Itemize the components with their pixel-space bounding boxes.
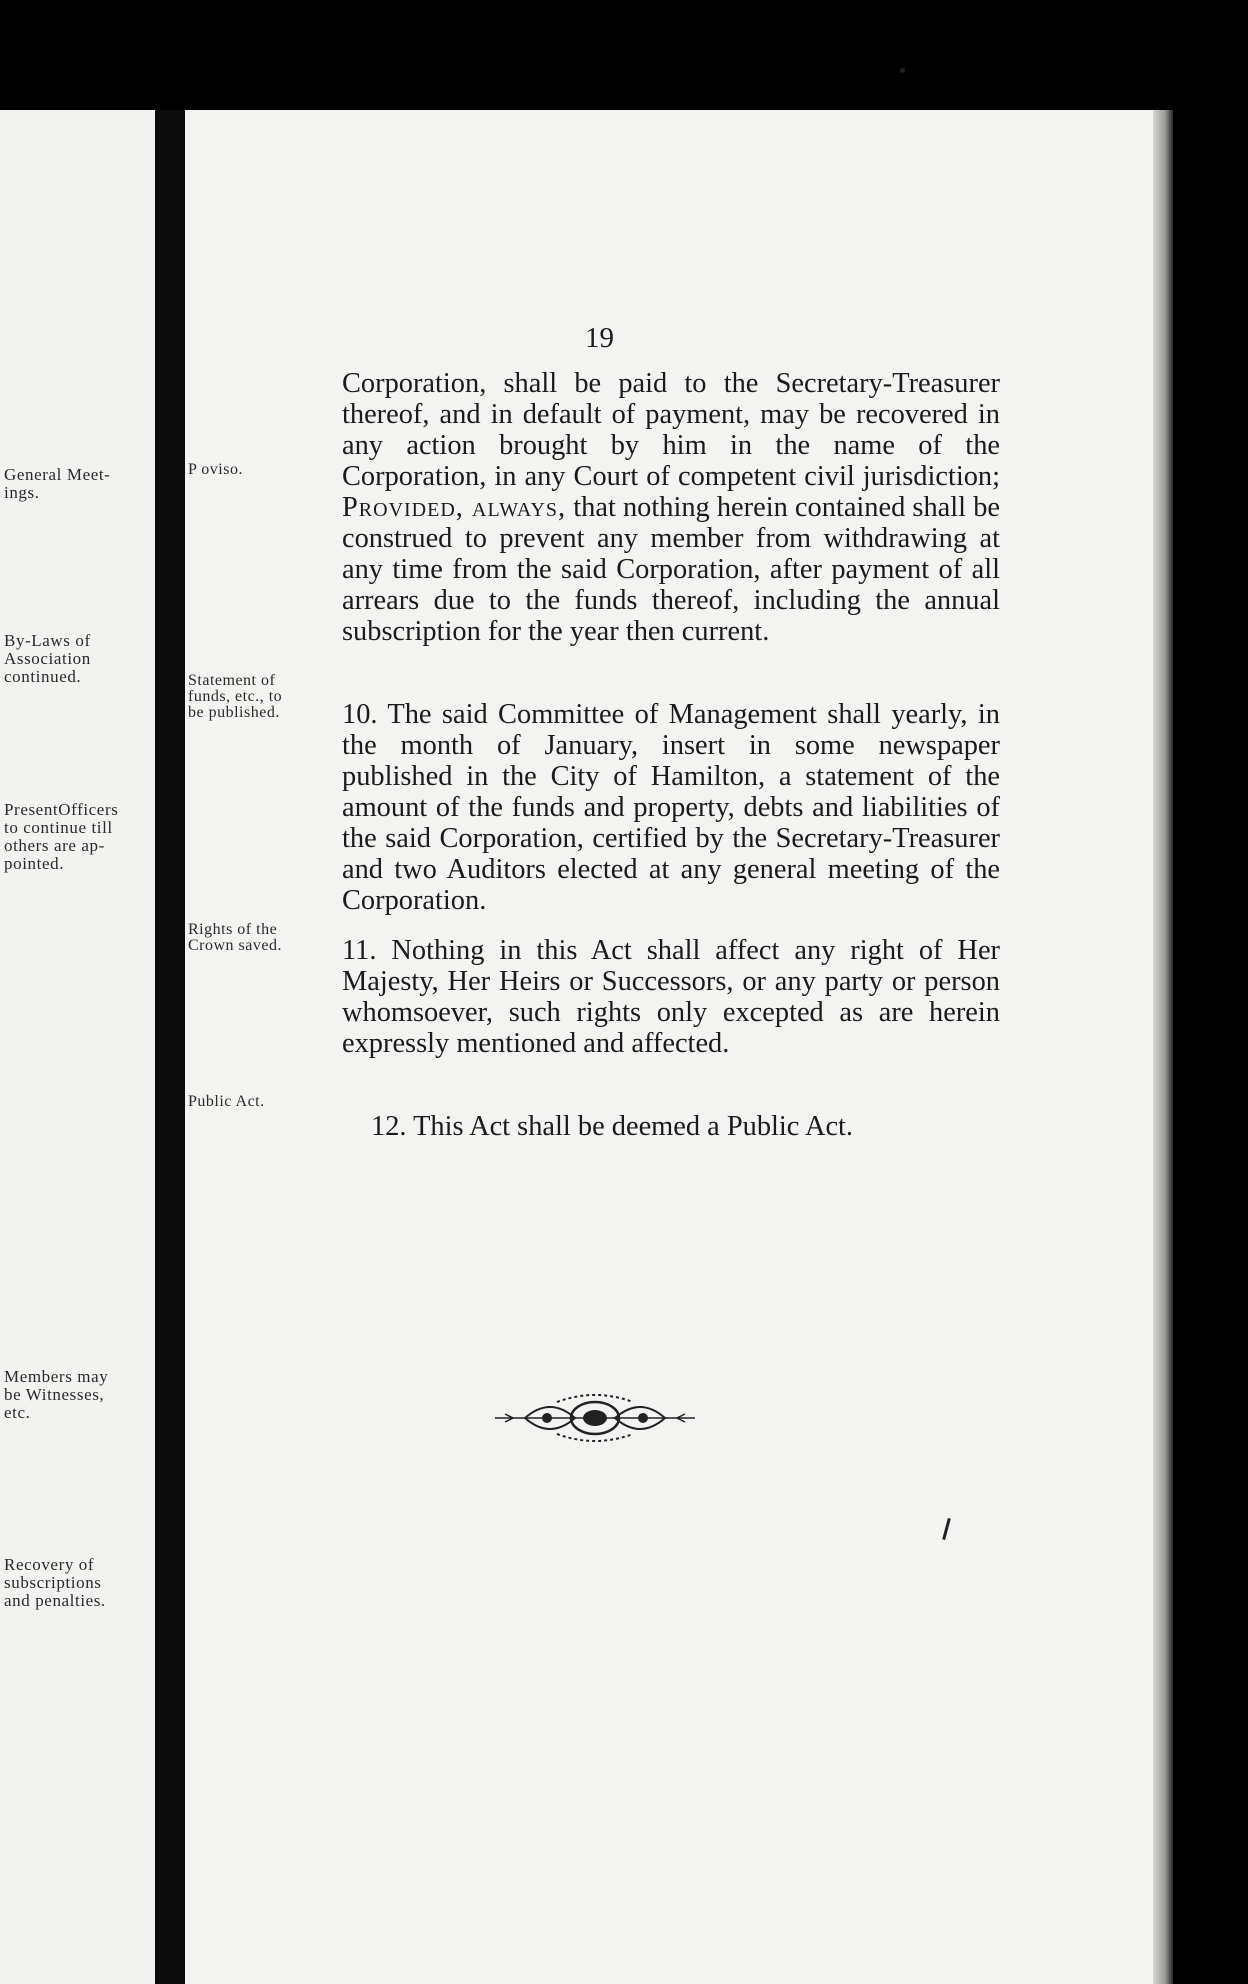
margin-note-statement-of-funds: Statement of funds, etc., to be published. <box>188 672 283 721</box>
dust-speck <box>900 68 905 73</box>
previous-margin-note-present-officers: PresentOfficers to continue till others are ap- pointed. <box>4 800 119 873</box>
book-gutter <box>155 110 185 1984</box>
section-11: 11. Nothing in this Act shall affect any right of Her Majesty, Her Heirs or Successors, or any party or person whomsoever, such rights only excepted as are herein expressly mentioned and affected. <box>342 935 1000 1059</box>
section-12: 12. This Act shall be deemed a Public Act. <box>371 1111 854 1142</box>
margin-note-proviso: P oviso. <box>188 461 243 478</box>
margin-note-public-act: Public Act. <box>188 1093 265 1110</box>
page-edge-shadow <box>1153 110 1173 1984</box>
margin-note-rights-of-crown: Rights of the Crown saved. <box>188 921 282 954</box>
decorative-ornament-icon <box>495 1388 695 1448</box>
previous-margin-note-general-meetings: General Meet- ings. <box>4 465 111 502</box>
previous-page-edge <box>0 110 155 1984</box>
previous-margin-note-recovery: Recovery of subscriptions and penalties. <box>4 1555 106 1610</box>
page-number: 19 <box>585 322 614 354</box>
paragraph-continuation: Corporation, shall be paid to the Secretary-Treasurer thereof, and in default of payment, may be recovered in any action brought by him in the name of the Corporation, in any Court of competent civil jurisdiction; Provided, always, that nothing herein contained shall be construed to prevent any member from withdrawing at any time from the said Corporation, after payment of all arrears due to the funds thereof, including the annual subscription for the year then current. <box>342 368 1000 647</box>
previous-margin-note-members-witnesses: Members may be Witnesses, etc. <box>4 1367 109 1422</box>
section-10: 10. The said Committee of Management shall yearly, in the month of January, insert in some newspaper published in the City of Hamilton, a statement of the amount of the funds and property, debts and liabilities of the said Corporation, certified by the Secretary-Treasurer and two Auditors elected at any general meeting of the Corporation. <box>342 699 1000 916</box>
previous-margin-note-by-laws: By-Laws of Association continued. <box>4 631 91 686</box>
provided-always: Provided, always, <box>342 492 567 523</box>
